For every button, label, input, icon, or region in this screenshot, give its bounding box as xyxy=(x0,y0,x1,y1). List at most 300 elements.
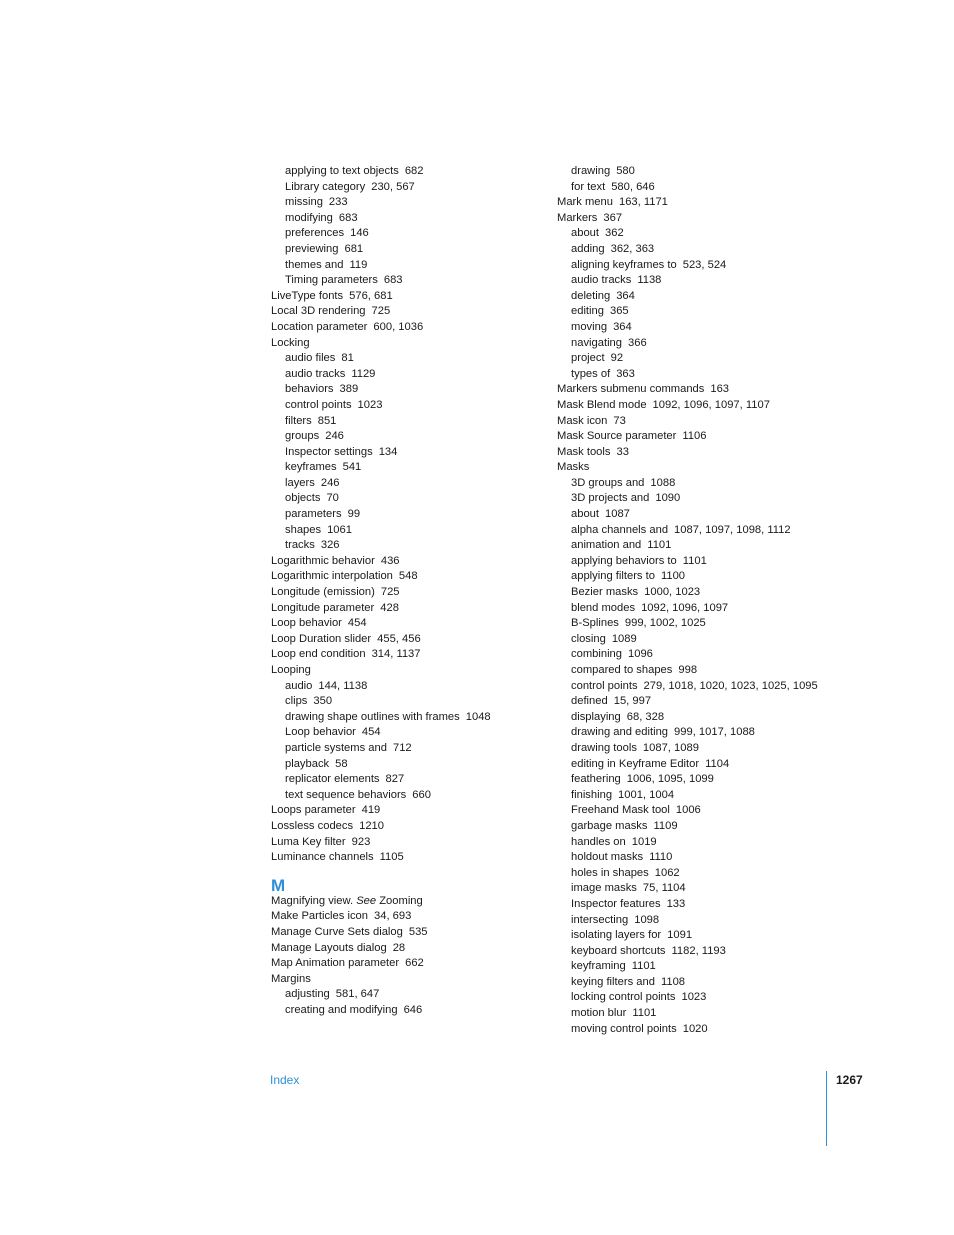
entry-pages: 246 xyxy=(325,430,344,443)
entry-pages: 999, 1017, 1088 xyxy=(674,726,755,739)
entry-term: defined xyxy=(571,695,608,708)
index-subentry xyxy=(557,289,847,305)
entry-term: compared to shapes xyxy=(571,664,673,676)
left-entry-list xyxy=(271,164,541,866)
entry-term: alpha channels and xyxy=(571,523,669,536)
entry-term: audio tracks xyxy=(571,274,632,287)
entry-pages: 144, 1138 xyxy=(318,679,368,692)
index-entry xyxy=(271,663,541,679)
index-subentry xyxy=(557,959,847,975)
entry-pages: 725 xyxy=(371,305,391,318)
entry-pages: 923 xyxy=(351,835,371,848)
index-subentry xyxy=(557,601,847,617)
entry-pages: 712 xyxy=(392,741,412,754)
entry-pages: 851 xyxy=(317,414,337,427)
entry-pages: 1101 xyxy=(632,1007,657,1020)
entry-pages: 1182, 1193 xyxy=(671,944,726,957)
entry-term: motion blur xyxy=(571,1007,627,1020)
index-subentry xyxy=(271,679,541,695)
entry-pages: 1089 xyxy=(611,632,637,645)
entry-term: displaying xyxy=(571,710,621,723)
entry-term: Logarithmic interpolation xyxy=(271,570,393,583)
entry-pages: 725 xyxy=(380,586,400,599)
index-subentry xyxy=(557,881,847,897)
entry-term: Margins xyxy=(271,972,311,985)
index-subentry xyxy=(271,180,541,196)
entry-pages: 1090 xyxy=(655,492,681,505)
m-entry-list xyxy=(271,909,541,1018)
entry-term: Longitude (emission) xyxy=(271,586,375,599)
index-subentry xyxy=(271,398,541,414)
entry-pages: 1020 xyxy=(682,1022,708,1035)
entry-pages: 827 xyxy=(385,773,405,786)
index-subentry xyxy=(557,647,847,663)
entry-pages: 367 xyxy=(603,211,623,224)
entry-pages: 682 xyxy=(404,165,424,177)
entry-term: drawing and editing xyxy=(571,726,669,739)
entry-pages: 1087, 1097, 1098, 1112 xyxy=(674,523,791,536)
index-subentry xyxy=(271,226,541,242)
entry-term: Looping xyxy=(271,664,311,676)
entry-pages: 1006 xyxy=(675,804,701,817)
index-subentry xyxy=(271,351,541,367)
index-entry xyxy=(271,803,541,819)
entry-pages: 68, 328 xyxy=(626,710,665,723)
entry-term: Loop behavior xyxy=(285,726,356,739)
entry-pages: 683 xyxy=(338,211,358,224)
entry-term: Lossless codecs xyxy=(271,819,354,832)
entry-pages: 1101 xyxy=(682,554,707,567)
letter-heading-m: M xyxy=(271,875,286,895)
entry-pages: 99 xyxy=(347,508,361,521)
entry-pages: 998 xyxy=(678,664,698,676)
entry-pages: 646 xyxy=(403,1003,423,1016)
see-label: See xyxy=(356,894,377,907)
entry-term: text sequence behaviors xyxy=(285,788,407,801)
entry-term: editing xyxy=(571,305,604,318)
entry-term: drawing shape outlines with frames xyxy=(285,710,460,723)
entry-term: control points xyxy=(285,398,352,411)
entry-term: Location parameter xyxy=(271,320,368,333)
index-subentry xyxy=(557,1022,847,1038)
entry-term: Timing parameters xyxy=(285,274,378,287)
entry-pages: 92 xyxy=(610,352,624,365)
entry-term: B-Splines xyxy=(571,617,619,630)
entry-pages: 362 xyxy=(605,227,624,240)
entry-term: keyboard shortcuts xyxy=(571,944,666,957)
index-subentry xyxy=(557,336,847,352)
entry-term: groups xyxy=(285,430,320,443)
entry-pages: 428 xyxy=(380,601,399,614)
entry-pages: 75, 1104 xyxy=(642,882,686,895)
entry-term: replicator elements xyxy=(285,773,380,786)
index-subentry xyxy=(557,164,847,180)
entry-term: previewing xyxy=(285,242,339,255)
entry-pages: 1088 xyxy=(650,476,676,489)
entry-term: feathering xyxy=(571,773,621,786)
entry-term: preferences xyxy=(285,227,345,240)
index-subentry xyxy=(271,538,541,554)
entry-pages: 454 xyxy=(361,726,381,739)
entry-term: aligning keyframes to xyxy=(571,258,677,271)
entry-term: holdout masks xyxy=(571,851,644,864)
index-subentry xyxy=(271,757,541,773)
index-subentry xyxy=(557,585,847,601)
entry-pages: 33 xyxy=(616,445,629,458)
entry-pages: 1098 xyxy=(634,913,660,926)
index-subentry xyxy=(557,835,847,851)
index-entry xyxy=(271,819,541,835)
entry-pages: 233 xyxy=(328,196,348,209)
index-entry xyxy=(271,320,541,336)
entry-term: audio xyxy=(285,679,313,692)
entry-pages: 1109 xyxy=(653,819,678,832)
index-subentry xyxy=(271,725,541,741)
entry-pages: 364 xyxy=(616,289,635,302)
index-subentry xyxy=(271,987,541,1003)
entry-term: Masks xyxy=(557,461,590,474)
entry-term: Luminance channels xyxy=(271,851,374,864)
index-entry xyxy=(557,460,847,476)
index-subentry xyxy=(271,507,541,523)
index-entry xyxy=(271,585,541,601)
index-entry xyxy=(271,632,541,648)
entry-term: Markers submenu commands xyxy=(557,383,705,396)
entry-term: shapes xyxy=(285,523,322,536)
right-entry-list xyxy=(557,164,847,1037)
index-subentry xyxy=(271,367,541,383)
entry-pages: 576, 681 xyxy=(349,289,393,302)
index-subentry xyxy=(271,741,541,757)
entry-term: Inspector settings xyxy=(285,445,373,458)
entry-pages: 365 xyxy=(609,305,629,318)
entry-term: Longitude parameter xyxy=(271,601,375,614)
index-left-column xyxy=(271,164,541,1018)
entry-term: themes and xyxy=(285,258,344,271)
index-entry xyxy=(271,601,541,617)
entry-term: Loop behavior xyxy=(271,617,342,630)
index-subentry xyxy=(557,788,847,804)
entry-pages: 1023 xyxy=(681,991,707,1004)
entry-pages: 28 xyxy=(392,941,406,954)
entry-pages: 58 xyxy=(335,757,348,770)
entry-term: filters xyxy=(285,414,312,427)
index-subentry xyxy=(557,772,847,788)
index-subentry xyxy=(271,242,541,258)
entry-term: LiveType fonts xyxy=(271,289,344,302)
index-entry xyxy=(557,414,847,430)
entry-pages: 1023 xyxy=(357,398,383,411)
entry-pages: 541 xyxy=(342,461,362,474)
entry-term: 3D groups and xyxy=(571,476,645,489)
index-subentry xyxy=(557,850,847,866)
entry-term: finishing xyxy=(571,788,613,801)
entry-term: Manage Layouts dialog xyxy=(271,941,387,954)
entry-pages: 1048 xyxy=(465,710,491,723)
entry-term: Locking xyxy=(271,336,310,349)
entry-pages: 1106 xyxy=(682,430,707,443)
entry-pages: 523, 524 xyxy=(682,258,727,271)
entry-term: holes in shapes xyxy=(571,866,649,879)
entry-pages: 163, 1171 xyxy=(618,196,668,209)
entry-term: 3D projects and xyxy=(571,492,650,505)
index-subentry xyxy=(557,616,847,632)
index-subentry xyxy=(557,273,847,289)
entry-pages: 364 xyxy=(613,320,632,333)
entry-pages: 1092, 1096, 1097 xyxy=(641,601,729,614)
entry-pages: 660 xyxy=(412,788,431,801)
entry-term: keyframing xyxy=(571,960,626,973)
entry-pages: 1101 xyxy=(647,539,672,552)
entry-term: Markers xyxy=(557,211,598,224)
entry-pages: 436 xyxy=(380,554,400,567)
index-subentry xyxy=(557,554,847,570)
index-subentry xyxy=(271,273,541,289)
entry-pages: 681 xyxy=(344,242,364,255)
entry-pages: 581, 647 xyxy=(335,988,380,1001)
entry-term: Make Particles icon xyxy=(271,910,368,923)
entry-pages: 34, 693 xyxy=(374,910,412,923)
entry-term: editing in Keyframe Editor xyxy=(571,757,700,770)
index-subentry xyxy=(557,242,847,258)
entry-term: parameters xyxy=(285,508,342,521)
entry-term: control points xyxy=(571,679,638,692)
index-entry xyxy=(271,336,541,352)
entry-term: Mask icon xyxy=(557,414,608,427)
entry-pages: 1001, 1004 xyxy=(618,788,675,801)
index-subentry xyxy=(557,367,847,383)
entry-pages: 134 xyxy=(378,445,398,458)
entry-term: Mask tools xyxy=(557,445,611,458)
entry-term: modifying xyxy=(285,211,333,224)
entry-term: blend modes xyxy=(571,601,636,614)
entry-pages: 1006, 1095, 1099 xyxy=(626,773,714,786)
entry-term: adjusting xyxy=(285,988,330,1001)
index-subentry xyxy=(271,445,541,461)
entry-pages: 1110 xyxy=(649,851,673,864)
entry-term: audio files xyxy=(285,352,336,365)
entry-pages: 73 xyxy=(613,414,626,427)
index-subentry xyxy=(557,226,847,242)
entry-term: Mask Source parameter xyxy=(557,430,677,443)
entry-term: Mask Blend mode xyxy=(557,398,647,411)
index-subentry xyxy=(271,460,541,476)
entry-pages: 81 xyxy=(341,352,354,365)
entry-pages: 362, 363 xyxy=(610,242,655,255)
entry-pages: 580, 646 xyxy=(611,180,655,193)
entry-term: Logarithmic behavior xyxy=(271,554,375,567)
entry-pages: 1104 xyxy=(705,757,730,770)
entry-term: keying filters and xyxy=(571,975,655,988)
entry-pages: 1138 xyxy=(637,274,662,287)
entry-term: missing xyxy=(285,196,323,209)
entry-term: handles on xyxy=(571,835,626,848)
entry-term: Luma Key filter xyxy=(271,835,346,848)
entry-term: drawing xyxy=(571,165,611,177)
index-entry xyxy=(271,956,541,972)
index-subentry xyxy=(271,1003,541,1019)
index-entry xyxy=(557,211,847,227)
entry-pages: 662 xyxy=(405,957,424,970)
entry-term: combining xyxy=(571,648,622,661)
entry-pages: 1096 xyxy=(628,648,653,661)
entry-term: behaviors xyxy=(285,383,334,396)
entry-term: moving xyxy=(571,320,608,333)
entry-pages: 326 xyxy=(320,539,340,552)
entry-pages: 1062 xyxy=(654,866,680,879)
page-number: 1267 xyxy=(836,1073,863,1087)
entry-pages: 119 xyxy=(349,258,368,271)
index-entry xyxy=(271,647,541,663)
index-entry-magnifying-view xyxy=(271,894,541,910)
entry-term: Loops parameter xyxy=(271,804,356,817)
index-subentry xyxy=(271,476,541,492)
index-subentry xyxy=(557,476,847,492)
index-subentry xyxy=(557,913,847,929)
index-subentry xyxy=(557,897,847,913)
index-subentry xyxy=(557,491,847,507)
entry-pages: 1210 xyxy=(359,819,384,832)
index-entry xyxy=(557,398,847,414)
entry-pages: 454 xyxy=(347,617,367,630)
index-entry xyxy=(271,304,541,320)
index-subentry xyxy=(557,679,847,695)
index-subentry xyxy=(557,320,847,336)
entry-pages: 230, 567 xyxy=(371,180,415,193)
entry-term: Bezier masks xyxy=(571,586,639,599)
entry-term: about xyxy=(571,508,599,521)
index-subentry xyxy=(271,772,541,788)
entry-pages: 389 xyxy=(339,383,359,396)
index-subentry xyxy=(271,195,541,211)
entry-term: Local 3D rendering xyxy=(271,305,366,318)
entry-term: Map Animation parameter xyxy=(271,957,400,970)
entry-term: for text xyxy=(571,180,606,193)
index-entry xyxy=(271,925,541,941)
index-subentry xyxy=(271,710,541,726)
entry-pages: 419 xyxy=(361,804,381,817)
entry-term: moving control points xyxy=(571,1022,677,1035)
index-subentry xyxy=(557,725,847,741)
footer-section-label: Index xyxy=(270,1073,300,1087)
entry-pages: 314, 1137 xyxy=(371,648,421,661)
index-entry xyxy=(271,569,541,585)
entry-term: closing xyxy=(571,632,606,645)
index-subentry xyxy=(557,944,847,960)
index-subentry xyxy=(557,757,847,773)
entry-pages: 580 xyxy=(616,165,635,177)
entry-pages: 600, 1036 xyxy=(373,320,424,333)
entry-pages: 363 xyxy=(616,367,635,380)
entry-term: audio tracks xyxy=(285,367,346,380)
entry-pages: 1061 xyxy=(327,523,352,536)
entry-pages: 548 xyxy=(398,570,418,583)
index-entry xyxy=(557,382,847,398)
index-subentry xyxy=(271,491,541,507)
index-subentry xyxy=(557,663,847,679)
index-subentry xyxy=(557,507,847,523)
entry-term: applying to text objects xyxy=(285,165,399,177)
index-entry xyxy=(271,616,541,632)
entry-pages: 1019 xyxy=(631,835,657,848)
entry-term: image masks xyxy=(571,882,637,895)
entry-pages: 350 xyxy=(313,695,333,708)
index-subentry xyxy=(557,258,847,274)
index-entry xyxy=(271,850,541,866)
entry-pages: 163 xyxy=(710,383,730,396)
index-entry xyxy=(271,972,541,988)
index-subentry xyxy=(271,694,541,710)
entry-term: locking control points xyxy=(571,991,676,1004)
entry-term: objects xyxy=(285,492,321,505)
entry-pages: 366 xyxy=(628,336,647,349)
entry-pages: 133 xyxy=(666,897,686,910)
entry-term: drawing tools xyxy=(571,741,637,754)
index-entry xyxy=(271,941,541,957)
index-subentry xyxy=(557,538,847,554)
index-entry xyxy=(271,554,541,570)
entry-pages: 1091 xyxy=(667,929,693,942)
entry-pages: 455, 456 xyxy=(377,632,421,645)
index-entry xyxy=(271,835,541,851)
entry-term: creating and modifying xyxy=(285,1003,398,1016)
index-subentry xyxy=(557,866,847,882)
index-subentry xyxy=(557,351,847,367)
entry-term: project xyxy=(571,352,605,365)
entry-term: Library category xyxy=(285,180,366,193)
entry-pages: 1087 xyxy=(605,508,630,521)
entry-pages: 683 xyxy=(383,274,403,287)
index-subentry xyxy=(557,180,847,196)
entry-pages: 146 xyxy=(350,227,369,240)
index-subentry xyxy=(557,803,847,819)
entry-term: types of xyxy=(571,367,611,380)
index-subentry xyxy=(271,414,541,430)
index-subentry xyxy=(557,928,847,944)
index-entry xyxy=(557,445,847,461)
index-subentry xyxy=(271,211,541,227)
entry-term: navigating xyxy=(571,336,623,349)
entry-term: particle systems and xyxy=(285,741,387,754)
index-subentry xyxy=(557,632,847,648)
index-subentry xyxy=(271,164,541,180)
entry-term: intersecting xyxy=(571,913,629,926)
entry-pages: 1100 xyxy=(660,570,686,583)
entry-term: about xyxy=(571,227,599,240)
index-right-column xyxy=(557,164,847,1037)
footer-vertical-rule xyxy=(826,1071,827,1146)
entry-pages: 1000, 1023 xyxy=(644,586,701,599)
entry-term: Magnifying view. xyxy=(271,894,354,907)
index-subentry xyxy=(557,819,847,835)
entry-term: playback xyxy=(285,757,330,770)
entry-term: tracks xyxy=(285,539,315,552)
index-entry xyxy=(557,429,847,445)
entry-term: adding xyxy=(571,242,605,255)
index-subentry xyxy=(271,523,541,539)
entry-pages: 1092, 1096, 1097, 1107 xyxy=(652,398,770,411)
entry-pages: 1105 xyxy=(379,851,404,864)
index-subentry xyxy=(557,741,847,757)
see-target: Zooming xyxy=(379,894,423,907)
entry-pages: 70 xyxy=(326,492,339,505)
entry-term: applying behaviors to xyxy=(571,554,677,567)
index-subentry xyxy=(557,975,847,991)
entry-pages: 1101 xyxy=(631,960,656,973)
entry-term: Mark menu xyxy=(557,196,613,209)
index-subentry xyxy=(271,429,541,445)
index-subentry xyxy=(557,990,847,1006)
